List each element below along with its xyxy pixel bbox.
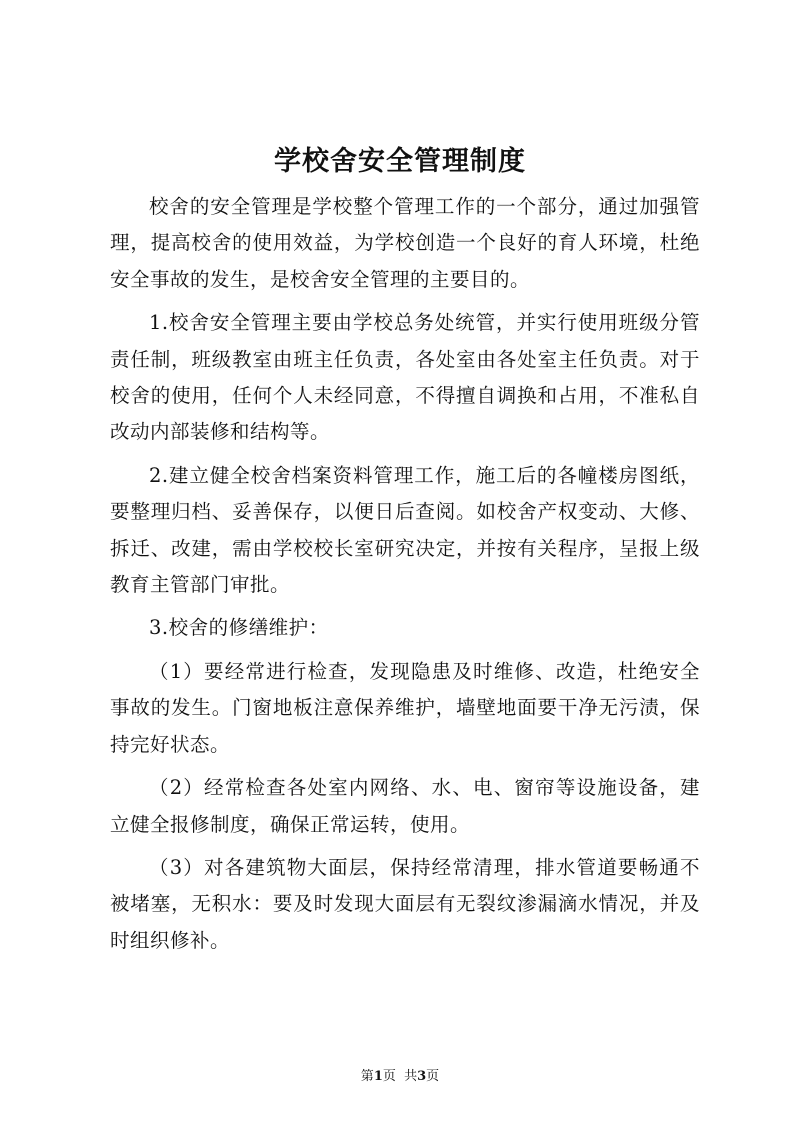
paragraph-intro: 校舍的安全管理是学校整个管理工作的一个部分，通过加强管理，提高校舍的使用效益，为学校创造一个良好的育人环境，杜绝安全事故的发生，是校舍安全管理的主要目的。 — [110, 195, 700, 291]
paragraph-sub-3: （3）对各建筑物大面层，保持经常清理，排水管道要畅通不被堵塞，无积水：要及时发现大面层有无裂纹渗漏滴水情况，并及时组织修补。 — [110, 855, 700, 952]
footer-current-page: 1 — [373, 1069, 383, 1084]
paragraph-item-2: 2.建立健全校舍档案资料管理工作，施工后的各幢楼房图纸，要整理归档、妥善保存，以便日后查阅。如校舍产权变动、大修、拆迁、改建，需由学校校长室研究决定，并按有关程序，呈报上级教育主管部门审批。 — [110, 463, 700, 597]
footer-page-mid: 页 共 — [382, 1069, 418, 1084]
footer-page-suffix: 页 — [426, 1069, 440, 1084]
document-title: 学校舍安全管理制度 — [274, 146, 526, 177]
footer-total-pages: 3 — [417, 1069, 427, 1084]
document-body — [110, 189, 700, 966]
paragraph-sub-1: （1）要经常进行检查，发现隐患及时维修、改造，杜绝安全事故的发生。门窗地板注意保养维护，墙壁地面要干净无污渍，保持完好状态。 — [110, 659, 700, 756]
page-footer — [0, 1068, 800, 1086]
paragraph-sub-2: （2）经常检查各处室内网络、水、电、窗帘等设施设备，建立健全报修制度，确保正常运转，使用。 — [110, 776, 700, 836]
paragraph-item-1: 1.校舍安全管理主要由学校总务处统管，并实行使用班级分管责任制，班级教室由班主任负责，各处室由各处室主任负责。对于校舍的使用，任何个人未经同意，不得擅自调换和占用，不准私自改动内部装修和结构等。 — [110, 311, 700, 444]
paragraph-item-3-heading: 3.校舍的修缮维护： — [149, 616, 329, 640]
footer-page-prefix: 第 — [360, 1069, 374, 1084]
